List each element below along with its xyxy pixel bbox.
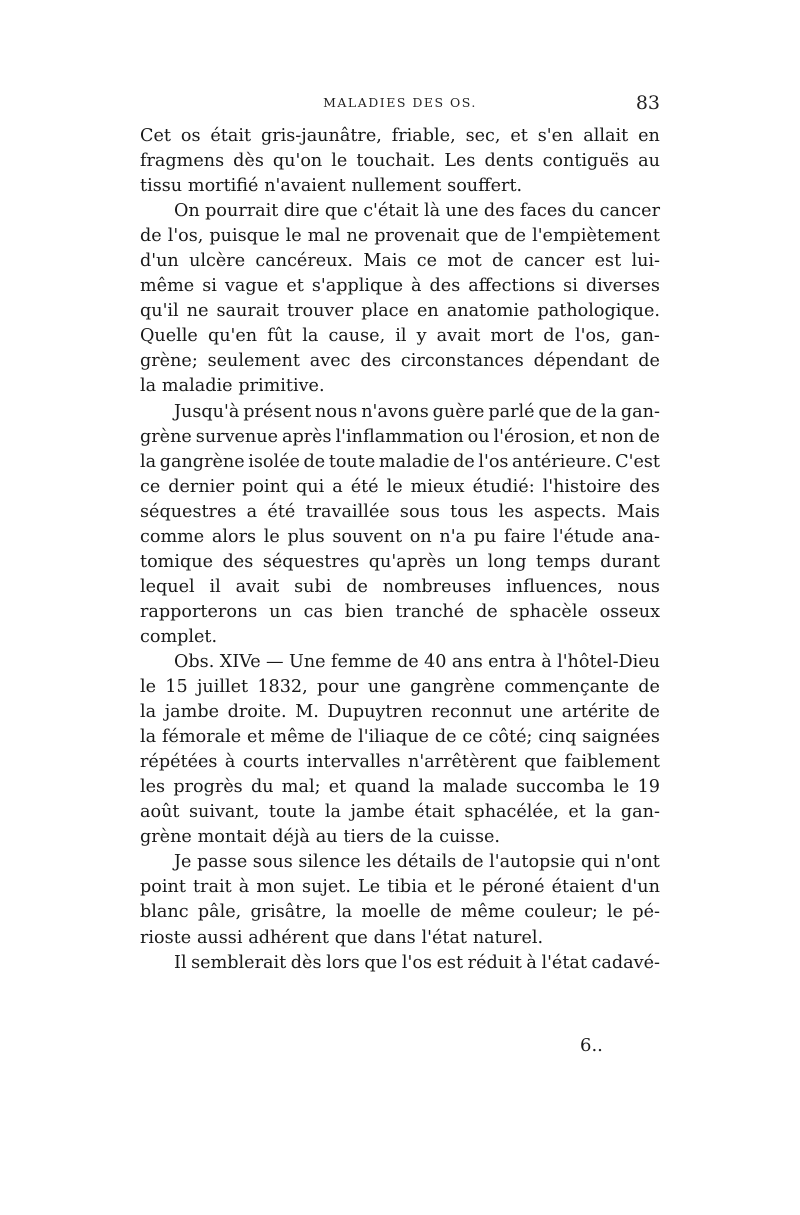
text-line: Je passe sous silence les détails de l'autopsie qui n'ont	[174, 852, 660, 873]
text-line: d'un ulcère cancéreux. Mais ce mot de cancer est lui-	[140, 251, 660, 272]
text-line: comme alors le plus souvent on n'a pu faire l'étude ana-	[140, 526, 660, 547]
running-title: MALADIES DES OS.	[323, 95, 477, 110]
text-line: Cet os était gris-jaunâtre, friable, sec, et s'en allait en	[140, 126, 660, 146]
text-line: même si vague et s'applique à des affections si diverses	[140, 276, 660, 297]
text-line: rioste aussi adhérent que dans l'état naturel.	[140, 927, 544, 948]
text-line: Il semblerait dès lors que l'os est réduit à l'état cadavé-	[174, 952, 660, 973]
text-line: la gangrène isolée de toute maladie de l'os antérieure. C'est	[140, 451, 660, 472]
text-line: Jusqu'à présent nous n'avons guère parlé que de la gan-	[174, 401, 660, 422]
text-line: Obs. XIVe — Une femme de 40 ans entra à l'hôtel-Dieu	[174, 651, 660, 672]
text-line: lequel il avait subi de nombreuses influences, nous	[140, 576, 660, 597]
text-line: tomique des séquestres qu'après un long temps durant	[140, 551, 660, 572]
text-line: grène montait déjà au tiers de la cuisse.	[140, 827, 500, 848]
text-line: On pourrait dire que c'était là une des faces du cancer	[174, 201, 660, 222]
text-line: la fémorale et même de l'iliaque de ce côté; cinq saignées	[140, 727, 660, 748]
page-header	[140, 92, 660, 119]
text-line: Quelle qu'en fût la cause, il y avait mort de l'os, gan-	[140, 326, 660, 347]
text-line: blanc pâle, grisâtre, la moelle de même couleur; le pé-	[140, 902, 660, 923]
text-line: tissu mortifié n'avaient nullement souffert.	[140, 176, 523, 197]
text-line: la maladie primitive.	[140, 376, 325, 397]
text-line: complet.	[140, 626, 218, 647]
text-line: répétées à courts intervalles n'arrêtèrent que faiblement	[140, 752, 660, 773]
text-line: les progrès du mal; et quand la malade succomba le 19	[140, 777, 660, 798]
text-line: ce dernier point qui a été le mieux étudié: l'histoire des	[140, 476, 660, 497]
page-number: 83	[635, 92, 660, 114]
text-line: qu'il ne saurait trouver place en anatomie pathologique.	[140, 301, 660, 322]
signature-mark: 6..	[580, 1035, 603, 1056]
text-line: août suivant, toute la jambe était sphacélée, et la gan-	[140, 802, 660, 823]
body-text	[140, 124, 660, 976]
text-line: séquestres a été travaillée sous tous les aspects. Mais	[140, 501, 660, 522]
text-line: rapporterons un cas bien tranché de sphacèle osseux	[140, 601, 660, 622]
text-line: de l'os, puisque le mal ne provenait que de l'empiètement	[140, 226, 660, 247]
text-line: le 15 juillet 1832, pour une gangrène commençante de	[140, 677, 660, 698]
text-line: grène survenue après l'inflammation ou l'érosion, et non de	[140, 426, 660, 447]
text-line: la jambe droite. M. Dupuytren reconnut une artérite de	[140, 702, 660, 723]
text-line: grène; seulement avec des circonstances dépendant de	[140, 351, 660, 372]
text-line: point trait à mon sujet. Le tibia et le péroné étaient d'un	[140, 877, 660, 898]
text-line: fragmens dès qu'on le touchait. Les dents contiguës au	[140, 151, 660, 172]
